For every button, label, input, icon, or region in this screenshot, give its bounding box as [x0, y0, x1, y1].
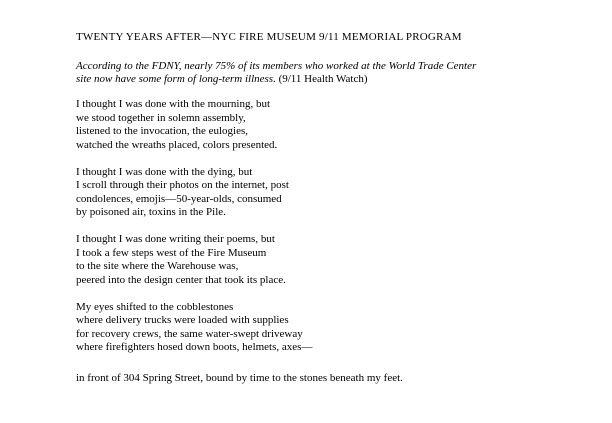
stanza-line: I scroll through their photos on the internet, post — [76, 179, 289, 191]
stanza-line: to the site where the Warehouse was, — [76, 260, 239, 272]
stanza-line: watched the wreaths placed, colors presented. — [76, 138, 278, 151]
stanza-3 — [76, 233, 552, 287]
stanza-line: I thought I was done with the dying, but — [76, 165, 253, 178]
stanza-line: listened to the invocation, the eulogies, — [76, 125, 248, 137]
stanza-4 — [76, 301, 552, 355]
stanza-line: My eyes shifted to the cobblestones — [76, 300, 234, 313]
stanza-line: by poisoned air, toxins in the Pile. — [76, 206, 226, 218]
closing-line: in front of 304 Spring Street, bound by time to the stones beneath my feet. — [76, 371, 403, 384]
stanza-line: I took a few steps west of the Fire Museum — [76, 246, 267, 259]
stanza-2 — [76, 166, 552, 220]
stanza-line: where firefighters hosed down boots, helmets, axes— — [76, 341, 313, 353]
epigraph — [76, 60, 552, 87]
stanza-line: peered into the design center that took its place. — [76, 273, 286, 286]
stanza-line: I thought I was done with the mourning, but — [76, 98, 271, 110]
epigraph-line-2: site now have some form of long-term illness. — [76, 73, 276, 85]
stanza-line: where delivery trucks were loaded with supplies — [76, 314, 289, 326]
stanza-line: we stood together in solemn assembly, — [76, 111, 246, 124]
stanza-1 — [76, 98, 552, 152]
stanza-line: I thought I was done writing their poems, but — [76, 233, 275, 245]
epigraph-line-1: According to the FDNY, nearly 75% of its members who worked at the World Trade Center — [76, 59, 477, 72]
epigraph-source: (9/11 Health Watch) — [278, 73, 368, 85]
poem-title: TWENTY YEARS AFTER—NYC FIRE MUSEUM 9/11 MEMORIAL PROGRAM — [76, 31, 462, 43]
stanza-line: for recovery crews, the same water-swept driveway — [76, 327, 303, 340]
stanza-line: condolences, emojis—50-year-olds, consumed — [76, 192, 282, 205]
